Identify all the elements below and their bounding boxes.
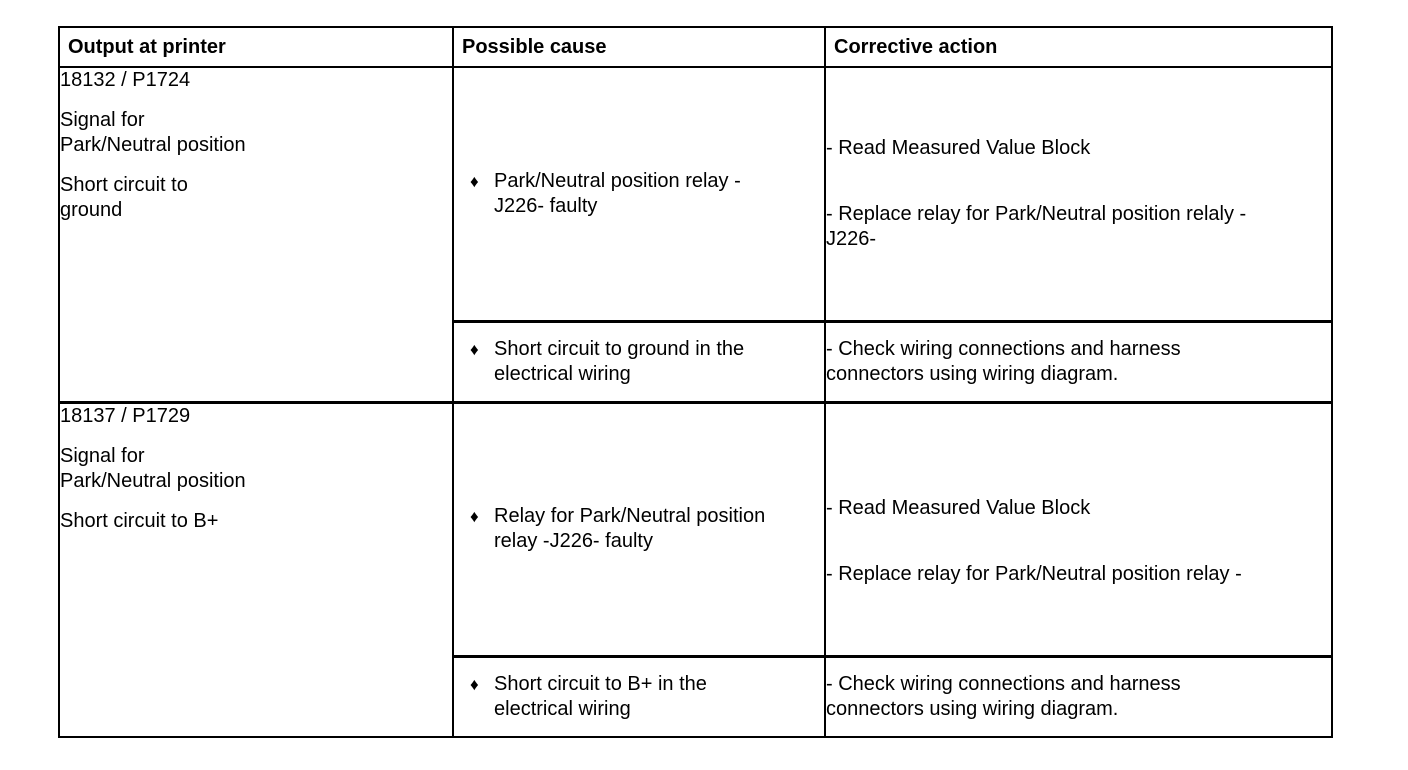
header-cause: Possible cause [453, 27, 825, 67]
header-action: Corrective action [825, 27, 1332, 67]
diamond-bullet-icon: ♦ [470, 171, 479, 191]
cause-text: Relay for Park/Neutral position relay -J226- faulty [494, 505, 766, 552]
fault-code: 18132 / P1724 [60, 69, 191, 91]
cause-cell [453, 321, 825, 402]
cause-cell [453, 67, 825, 321]
header-output: Output at printer [59, 27, 453, 67]
table-row [59, 67, 1332, 321]
signal-description: Signal for Park/Neutral position [60, 444, 246, 492]
output-cell [59, 402, 453, 737]
action-text: - Check wiring connections and harness connectors using wiring diagram. [826, 672, 1181, 720]
cause-text: Short circuit to B+ in the electrical wiring [494, 672, 707, 720]
action-cell [825, 67, 1332, 321]
diamond-bullet-icon: ♦ [470, 339, 479, 359]
action-cell [825, 656, 1332, 737]
action-text: - Read Measured Value Block [826, 497, 1091, 519]
diamond-bullet-icon: ♦ [470, 507, 479, 526]
output-cell [59, 67, 453, 402]
fault-description: Short circuit to ground [60, 174, 188, 221]
action-cell [825, 402, 1332, 656]
diamond-bullet-icon: ♦ [470, 674, 479, 694]
cause-cell [453, 656, 825, 737]
diagnostic-table [58, 26, 1333, 738]
signal-description: Signal for Park/Neutral position [60, 109, 246, 156]
fault-code: 18137 / P1729 [60, 404, 191, 427]
table-row [59, 402, 1332, 656]
action-cell [825, 321, 1332, 402]
cause-text: Short circuit to ground in the electrical wiring [494, 337, 745, 385]
action-text: - Read Measured Value Block [826, 136, 1091, 159]
table-header-row [59, 27, 1332, 67]
action-text: - Check wiring connections and harness connectors using wiring diagram. [826, 337, 1181, 385]
action-text: - Replace relay for Park/Neutral position relay - [826, 563, 1242, 585]
fault-description: Short circuit to B+ [60, 509, 219, 532]
cause-cell [453, 402, 825, 656]
action-text: - Replace relay for Park/Neutral position relaly - J226- [826, 202, 1247, 250]
cause-text: Park/Neutral position relay - J226- faulty [494, 169, 741, 217]
